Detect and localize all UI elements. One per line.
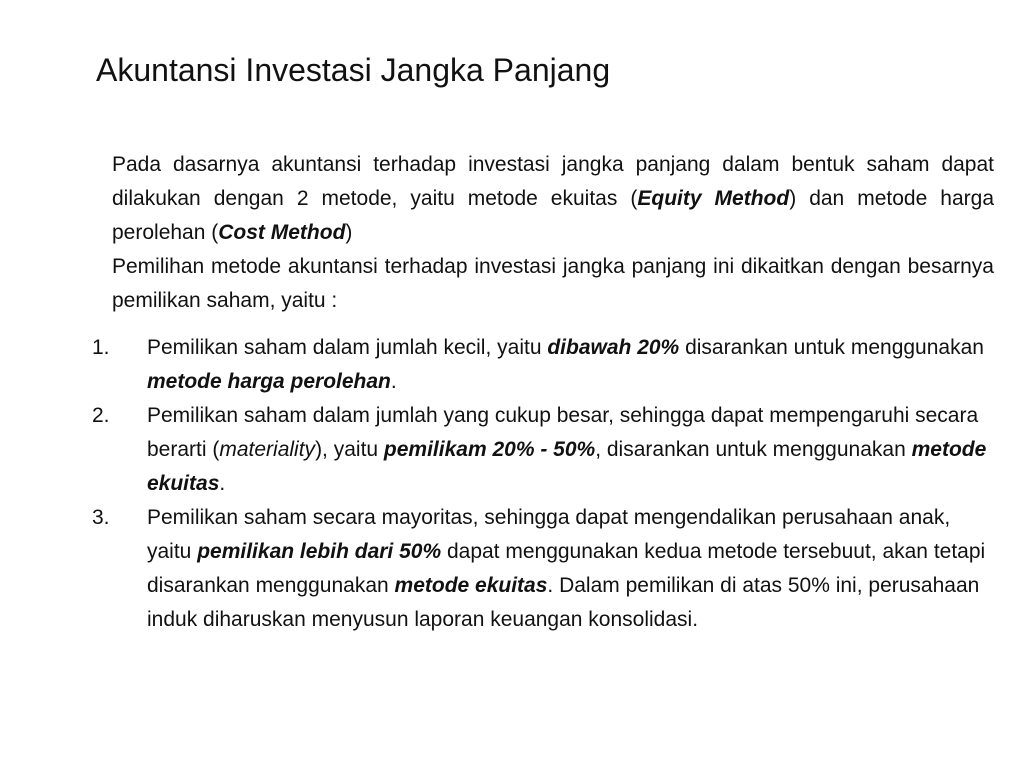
item-3-text-1: Pemilikan saham secara mayoritas, sehingga dapat mengendalikan perusahaan anak, yaitu: [147, 506, 951, 563]
item-2-method: metode ekuitas: [147, 438, 987, 495]
list-item-majority-ownership: [92, 501, 994, 637]
item-2-text-4: .: [219, 472, 226, 495]
equity-method-term: Equity Method: [637, 187, 790, 210]
item-2-text-3: , disarankan untuk menggunakan: [595, 438, 912, 461]
list-number: 1.: [92, 336, 110, 359]
item-2-materiality: materiality: [219, 438, 316, 461]
item-2-text-2: ), yaitu: [315, 438, 384, 461]
list-number: 2.: [92, 404, 110, 427]
intro-text: [112, 148, 994, 318]
item-3-text-2: dapat menggunakan kedua metode tersebuut, akan tetapi disarankan menggunakan: [147, 540, 986, 597]
item-1-threshold: dibawah 20%: [547, 336, 680, 359]
item-3-threshold: pemilikan lebih dari 50%: [197, 540, 442, 563]
item-1-text-2: disarankan untuk menggunakan: [679, 336, 984, 359]
list-number: 3.: [92, 506, 110, 529]
intro-text-segment-1: Pada dasarnya akuntansi terhadap investasi jangka panjang dalam bentuk saham dapat dilakukan dengan 2 metode, yaitu metode ekuitas (: [112, 153, 994, 210]
slide-title: Akuntansi Investasi Jangka Panjang: [96, 52, 611, 88]
intro-paragraph-selection: Pemilihan metode akuntansi terhadap investasi jangka panjang ini dikaitkan dengan besarnya pemilikan saham, yaitu :: [112, 255, 994, 312]
item-3-text-3: . Dalam pemilikan di atas 50% ini, perusahaan induk diharuskan menyusun laporan keuangan konsolidasi.: [147, 574, 980, 631]
intro-text-segment-2: ) dan metode harga perolehan (: [112, 187, 994, 244]
intro-text-segment-3: ): [345, 221, 353, 244]
item-1-text-1: Pemilikan saham dalam jumlah kecil, yaitu: [147, 336, 548, 359]
item-2-text-1: Pemilikan saham dalam jumlah yang cukup besar, sehingga dapat mempengaruhi secara berarti (: [147, 404, 979, 461]
intro-paragraph-methods: [112, 148, 994, 250]
ownership-list: [92, 331, 994, 637]
cost-method-term: Cost Method: [218, 221, 346, 244]
list-item-small-ownership: [92, 331, 994, 399]
item-1-method: metode harga perolehan: [147, 370, 391, 393]
list-item-significant-ownership: [92, 399, 994, 501]
item-3-method: metode ekuitas: [394, 574, 548, 597]
item-2-threshold: pemilikam 20% - 50%: [383, 438, 596, 461]
item-1-text-3: .: [390, 370, 397, 393]
